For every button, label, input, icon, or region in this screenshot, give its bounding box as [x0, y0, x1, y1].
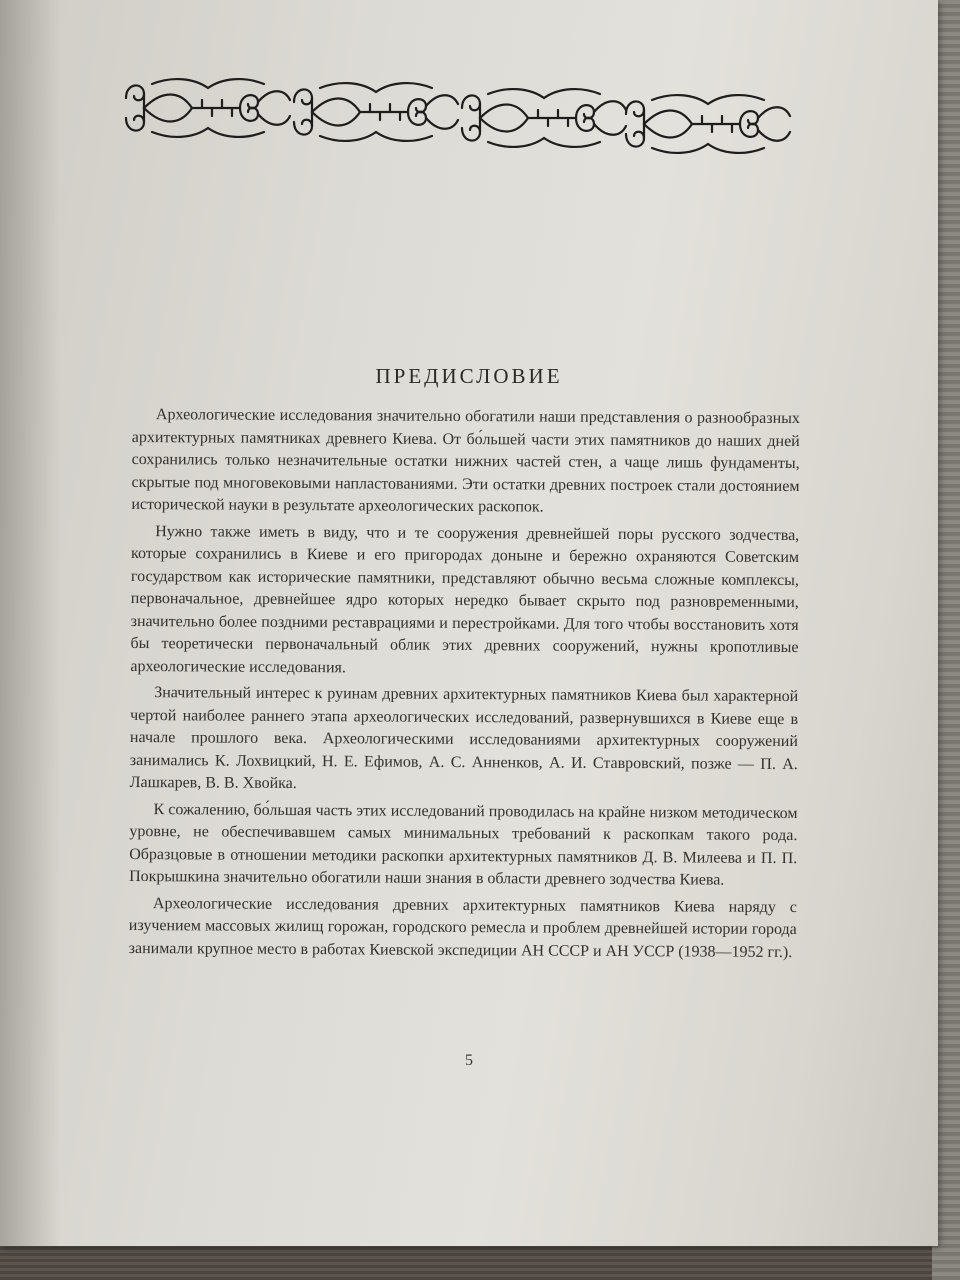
- body-text: [129, 404, 800, 968]
- paragraph: Археологические исследования значительно обогатили наши представления о разнообразных архитектурных памятниках древнего Киева. От бо́льшей части этих памятников до наших дней сохранились только незначительные остатки нижних частей стен, а чаще лишь фундаменты, скрытые под многовековыми напластованиями. Эти остатки древних построек стали достоянием исторической науки в результате археологических раскопок.: [131, 406, 800, 516]
- paragraph: К сожалению, бо́льшая часть этих исследований проводилась на крайне низком методическом уровне, не обеспечивавшем самых минимальных требований к раскопкам такого рода. Образцовые в отношении методики раскопки архитектурных памятников Д. В. Милеева и П. П. Покрышкина значительно обогатили наши знания в области древнего зодчества Киева.: [129, 800, 798, 889]
- paragraph: Значительный интерес к руинам древних архитектурных памятников Киева был характерной чертой наиболее раннего этапа археологических исследований, развернувшихся в Киеве еще в начале прошлого века. Археологическими исследованиями архитектурных сооружений занимались К. Лохвицкий, Н. Е. Ефимов, А. С. Анненков, А. И. Ставровский, позже — П. А. Лашкарев, В. В. Хвойка.: [129, 684, 799, 793]
- paragraph: Археологические исследования древних архитектурных памятников Киева наряду с изучением массовых жилищ горожан, городского ремесла и проблем древнейшей истории города занимали крупное место в работах Киевской экспедиции АН СССР и АН УССР (1938—1952 гг.).: [128, 894, 797, 961]
- page-title: ПРЕДИСЛОВИЕ: [375, 364, 563, 388]
- page-number: 5: [465, 1052, 473, 1069]
- paragraph: Нужно также иметь в виду, что и те сооружения древнейшей поры русского зодчества, которые сохранились в Киеве и его пригородах доныне и бережно охраняются Советским государством как исторические памятники, представляют обычно весьма сложные комплексы, первоначальное, древнейшее ядро которых нередко бывает скрыто под разновременными, значительно более поздними реставрациями и перестройками. Для того чтобы восстановить хотя бы теоретически первоначальный облик этих древних сооружений, нужны кропотливые археологические исследования.: [130, 522, 800, 676]
- decorative-scroll-border-icon: [122, 70, 794, 158]
